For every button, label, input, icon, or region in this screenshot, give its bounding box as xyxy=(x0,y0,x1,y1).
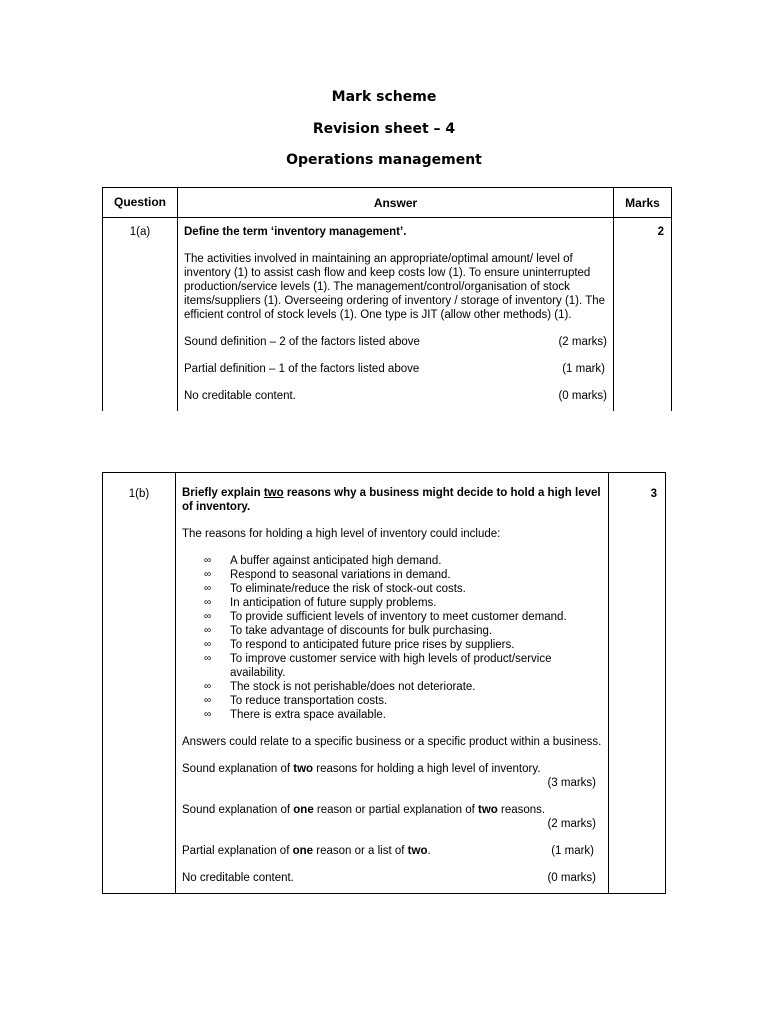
answer-note: Answers could relate to a specific business or a specific product within a business. xyxy=(182,736,602,748)
marks-value: 3 xyxy=(609,473,666,894)
list-item: ∞ There is extra space available. xyxy=(204,709,386,721)
level-marks: (2 marks) xyxy=(547,818,596,830)
prompt-emphasis: two xyxy=(263,487,284,499)
table-row xyxy=(103,473,666,894)
question-prompt: Define the term ‘inventory management’. xyxy=(184,226,407,238)
level-marks: (1 mark) xyxy=(551,845,594,857)
marks-value: 2 xyxy=(614,218,672,412)
level-row xyxy=(184,335,607,349)
level-text: Partial explanation of one reason or a list of two. xyxy=(182,845,431,857)
question-header: Question xyxy=(103,188,178,218)
level-text: Sound definition – 2 of the factors listed above xyxy=(184,336,420,348)
infinity-bullet-icon: ∞ xyxy=(204,583,212,594)
level-row xyxy=(182,844,602,858)
infinity-bullet-icon: ∞ xyxy=(204,625,212,636)
level-text: Sound explanation of two reasons for holding a high level of inventory. xyxy=(182,763,541,775)
table-header-row xyxy=(103,188,672,218)
level-row xyxy=(184,389,607,403)
level-row xyxy=(184,362,607,376)
page-subtitle: Revision sheet – 4 xyxy=(312,121,456,137)
level-marks: (3 marks) xyxy=(547,777,596,789)
infinity-bullet-icon: ∞ xyxy=(204,597,212,608)
list-item: ∞ To respond to anticipated future price rises by suppliers. xyxy=(204,639,515,651)
reasons-list xyxy=(182,554,602,722)
list-item: ∞ To improve customer service with high levels of product/service availability. xyxy=(204,653,552,679)
answer-body: The activities involved in maintaining an appropriate/optimal amount/ level of inventory (1) to assist cash flow and keep costs low (1). To ensure uninterrupted production/service levels (1). The management/control/organisation of stock items/suppliers (1). Overseeing ordering of inventory / storage of inventory (1). The efficient control of stock levels (1). One type is JIT (allow other methods) (1). xyxy=(184,253,606,321)
question-number: 1(a) xyxy=(103,218,178,412)
question-prompt xyxy=(182,486,602,514)
list-item: ∞ To take advantage of discounts for bulk purchasing. xyxy=(204,625,493,637)
infinity-bullet-icon: ∞ xyxy=(204,709,212,720)
level-text: No creditable content. xyxy=(182,872,294,884)
level-text: Partial definition – 1 of the factors listed above xyxy=(184,363,420,375)
list-item: ∞ Respond to seasonal variations in demand. xyxy=(204,569,451,581)
mark-scheme-table-1b xyxy=(102,472,666,894)
marks-header: Marks xyxy=(614,188,672,218)
question-number: 1(b) xyxy=(103,473,176,894)
infinity-bullet-icon: ∞ xyxy=(204,653,212,664)
answer-cell xyxy=(176,473,609,894)
page-title: Mark scheme xyxy=(331,89,437,105)
level-row xyxy=(182,871,602,885)
answer-header: Answer xyxy=(178,188,614,218)
infinity-bullet-icon: ∞ xyxy=(204,681,212,692)
answer-cell xyxy=(178,218,614,412)
level-marks: (0 marks) xyxy=(547,872,596,884)
level-marks: (1 mark) xyxy=(562,363,605,375)
prompt-text: Briefly explain xyxy=(182,487,264,499)
list-item: ∞ To provide sufficient levels of inventory to meet customer demand. xyxy=(204,611,567,623)
list-item: ∞ A buffer against anticipated high demand. xyxy=(204,555,442,567)
list-item: ∞ The stock is not perishable/does not deteriorate. xyxy=(204,681,476,693)
infinity-bullet-icon: ∞ xyxy=(204,695,212,706)
list-item: ∞ To reduce transportation costs. xyxy=(204,695,388,707)
level-marks: (2 marks) xyxy=(558,336,607,348)
level-text: No creditable content. xyxy=(184,390,296,402)
level-text: Sound explanation of one reason or partial explanation of two reasons. xyxy=(182,804,546,816)
list-item: ∞ To eliminate/reduce the risk of stock-out costs. xyxy=(204,583,466,595)
table-row xyxy=(103,218,672,412)
infinity-bullet-icon: ∞ xyxy=(204,611,212,622)
list-item: ∞ In anticipation of future supply problems. xyxy=(204,597,437,609)
infinity-bullet-icon: ∞ xyxy=(204,639,212,650)
prompt-text: reasons why a business might decide to hold a high level of inventory. xyxy=(182,487,601,513)
infinity-bullet-icon: ∞ xyxy=(204,569,212,580)
level-marks: (0 marks) xyxy=(558,390,607,402)
mark-scheme-table-1a xyxy=(102,187,672,411)
infinity-bullet-icon: ∞ xyxy=(204,555,212,566)
page-topic: Operations management xyxy=(286,152,482,168)
answer-intro: The reasons for holding a high level of inventory could include: xyxy=(182,528,501,540)
